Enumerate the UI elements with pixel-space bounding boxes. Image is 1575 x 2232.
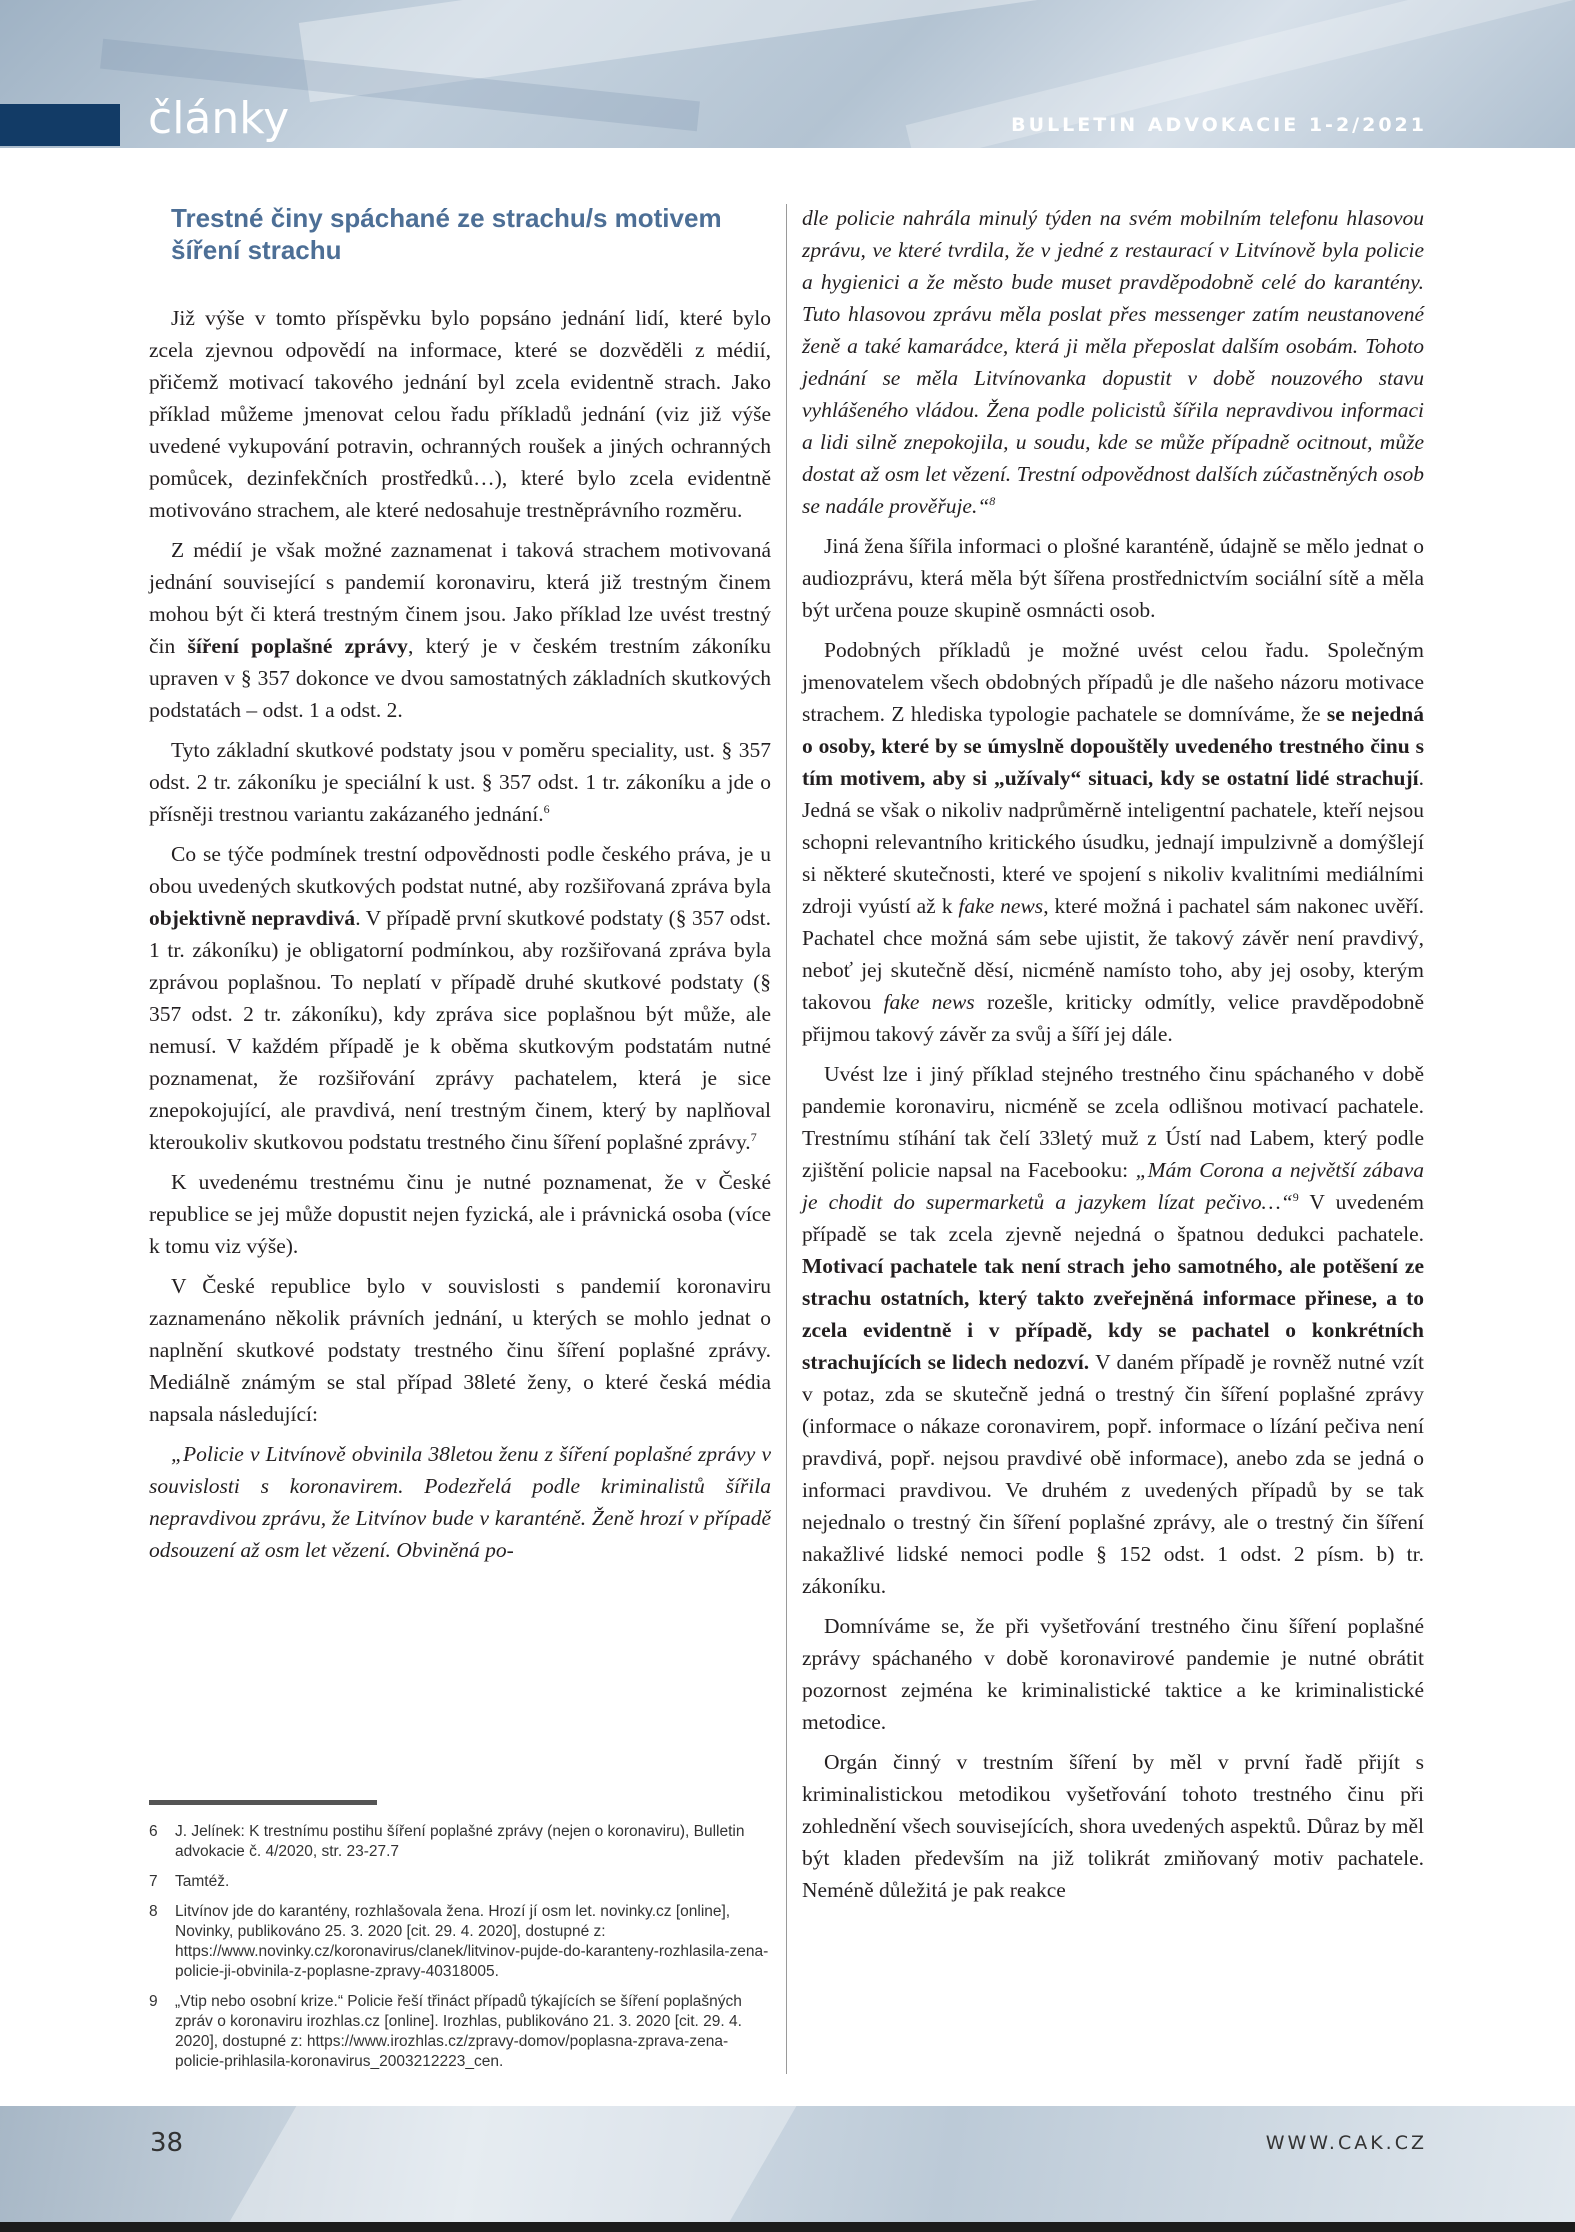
paragraph — [149, 734, 771, 830]
footnote-separator — [149, 1800, 377, 1805]
paragraph-text: Z médií je však možné zaznamenat i taková strachem motivovaná jednání související s pandemií koronaviru, která již trestným činem mohou být či která trestným činem jsou. Jako příklad lze uvést trestný čin — [149, 538, 771, 658]
paragraph-text: Již výše v tomto příspěvku bylo popsáno jednání lidí, které bylo zcela zjevnou odpovědí na informace, které se dozvěděli z médií, přičemž motivací takového jednání byl zcela evidentně strach. Jako příklad můžeme jmenovat celou řadu příkladů jednání (viz již výše uvedené vykupování potravin, ochranných roušek a jiných ochranných pomůcek, dezinfekčních prostředků…), které bylo zcela evidentně motivováno strachem, ale které nedosahuje trestněprávního rozměru. — [149, 306, 771, 522]
paragraph-text: . V případě první skutkové podstaty (§ 357 odst. 1 tr. zákoníku) je obligatorní podmínkou, aby rozšiřovaná zpráva byla zprávou poplašnou. To neplatí v případě druhé skutkové podstaty (§ 357 odst. 2 tr. zákoníku), kdy zpráva sice poplašnou být může, ale nemusí. V každém případě je k oběma skutkovým podstatám nutné poznamenat, že rozšiřování zprávy pachatelem, která je sice znepokojující, ale pravdivá, není trestným činem, který by naplňoval kteroukoliv skutkovou podstatu trestného činu šíření poplašné zprávy. — [149, 906, 772, 1154]
header-accent-bar — [0, 104, 120, 146]
left-column — [149, 202, 771, 1566]
footnote — [149, 1872, 771, 1892]
footnote-number: 6 — [149, 1823, 158, 1840]
paragraph-text: Domníváme se, že při vyšetřování trestného činu šíření poplašné zprávy spáchaného v době koronavirové pandemie je nutné obrátit pozornost zejména ke kriminalistické taktice a ke kriminalistické metodice. — [802, 1614, 1424, 1734]
website-link[interactable]: WWW.CAK.CZ — [1265, 2132, 1427, 2154]
paragraph-text: Jiná žena šířila informaci o plošné karanténě, údajně se mělo jednat o audiozprávu, která měla být šířena prostřednictvím sociální sítě a měla být určena pouze skupině osmnácti osob. — [802, 534, 1424, 622]
footnote-ref[interactable]: 9 — [1292, 1189, 1299, 1204]
right-column — [802, 202, 1424, 1906]
footer-bottom-line — [0, 2222, 1575, 2232]
paragraph — [802, 1610, 1424, 1738]
bold-statement: Motivací pachatele tak není strach jeho samotného, ale potěšení ze strachu ostatních, který takto zveřejněná informace přinese, a to zcela evidentně i v případě, kdy se pachatel o konkrétních strachujících se lidech nedozví. — [802, 1254, 1424, 1374]
paragraph — [149, 838, 771, 1158]
paragraph-text: , který je v českém trestním zákoníku upraven v § 357 dokonce ve dvou samostatných základních skutkových podstatách – odst. 1 a odst. 2. — [149, 634, 771, 722]
issue-label: BULLETIN ADVOKACIE 1-2/2021 — [1011, 114, 1427, 136]
quoted-paragraph — [149, 1438, 771, 1566]
section-heading: Trestné činy spáchané ze strachu/s motivem šíření strachu — [171, 203, 722, 265]
paragraph — [149, 534, 771, 726]
footnote — [149, 1902, 771, 1982]
paragraph — [149, 302, 771, 526]
quoted-post: „Mám Corona a největší zábava je chodit do supermarketů a jazykem lízat pečivo…“ — [802, 1158, 1424, 1214]
paragraph-text: V České republice bylo v souvislosti s pandemií koronaviru zaznamenáno několik právních jednání, u kterých se mohlo jednat o naplnění skutkové podstaty trestného činu šíření poplašné zprávy. Mediálně známým se stal případ 38leté ženy, o které česká média napsala následující: — [149, 1274, 771, 1426]
section-label: články — [148, 93, 290, 144]
footnote — [149, 1992, 771, 2072]
footnote-ref[interactable]: 8 — [989, 493, 996, 508]
italic-term: fake news — [958, 894, 1044, 918]
paragraph-text: Tyto základní skutkové podstaty jsou v poměru speciality, ust. § 357 odst. 2 tr. zákoníku je speciální k ust. § 357 odst. 1 tr. zákoníku a jde o přísněji trestnou variantu zakázaného jednání. — [149, 738, 771, 826]
paragraph — [802, 530, 1424, 626]
footnote-number: 7 — [149, 1873, 158, 1890]
bold-term: šíření poplašné zprávy — [187, 634, 408, 658]
footnotes — [149, 1812, 771, 2072]
footnote — [149, 1822, 771, 1862]
paragraph-text: rozešle, kriticky odmítly, velice pravděpodobně přijmou takový závěr za svůj a šíří jej dále. — [802, 990, 1424, 1046]
footnote-number: 8 — [149, 1903, 158, 1920]
paragraph — [802, 1058, 1424, 1602]
paragraph — [802, 634, 1424, 1050]
paragraph-text: Uvést lze i jiný příklad stejného trestného činu spáchaného v době pandemie koronaviru, nicméně se zcela odlišnou motivací pachatele. Trestnímu stíhání tak čelí 33letý muž z Ústí nad Labem, který podle zjištění policie napsal na Facebooku: — [802, 1062, 1424, 1182]
paragraph-text: Orgán činný v trestním šíření by měl v první řadě přijít s kriminalistickou metodikou vyšetřování tohoto trestného činu při zohlednění všech souvisejících, shora uvedených aspektů. Důraz by měl být kladen především na již tolikrát zmiňovaný motiv pachatele. Neméně důležitá je pak reakce — [802, 1750, 1424, 1902]
bold-statement: se nejedná o osoby, které by se úmyslně dopouštěly uvedeného trestného činu s tím motivem, aby si „užívaly“ situaci, kdy se ostatní lidé strachují — [802, 702, 1424, 790]
paragraph-text: . Jedná se však o nikoliv nadprůměrně inteligentní pachatele, kteří nejsou schopni relevantního kritického úsudku, jednají impulzivně a domýšlejí si některé skutečnosti, které ve spojení s nikoliv kvalitními mediálními zdroji vyústí až k — [802, 766, 1424, 918]
paragraph-text: V uvedeném případě se tak zcela zjevně nejedná o špatnou dedukci pachatele. — [802, 1190, 1424, 1246]
footnote-text[interactable]: Litvínov jde do karantény, rozhlašovala žena. Hrozí jí osm let. novinky.cz [online], Novinky, publikováno 25. 3. 2020 [cit. 29. 4. 2020], dostupné z: https://www.novinky.cz/koronavirus/clanek/litvinov-pujde-do-karanteny-rozhlasila-zena-policie-ji-obvinila-z-poplasne-zpravy-40318005. — [175, 1903, 769, 1980]
paragraph-text: V daném případě je rovněž nutné vzít v potaz, zda se skutečně jedná o trestný čin šíření poplašné zprávy (informace o nákaze coronavirem, popř. informace o lízání pečiva není pravdivá, popř. nejsou pravdivé obě informace), anebo zda se jedná o informaci pravdivou. Ve druhém z uvedených případů by se tak nejednalo o trestný čin šíření poplašné zprávy, ale o trestný čin šíření nakažlivé lidské nemoci podle § 152 odst. 1 odst. 2 písm. b) tr. zákoníku. — [802, 1350, 1424, 1598]
paragraph — [802, 1746, 1424, 1906]
footnote-text: Tamtéž. — [175, 1873, 230, 1890]
paragraph-text: dle policie nahrála minulý týden na svém mobilním telefonu hlasovou zprávu, ve které tvrdila, že v jedné z restaurací v Litvínově byla policie a hygienici a že město bude muset pravděpodobně celé do karantény. Tuto hlasovou zprávu měla poslat přes messenger zatím neustanovené ženě a také kamarádce, která ji měla přeposlat dalším osobám. Tohoto jednání se měla Litvínovanka dopustit v době nouzového stavu vyhlášeného vládou. Žena podle policistů šířila nepravdivou informaci a lidi silně znepokojila, u soudu, kde se může případně ocitnout, může dostat až osm let vězení. Trestní odpovědnost dalších zúčastněných osob se nadále prověřuje.“ — [802, 206, 1424, 518]
paragraph — [149, 1166, 771, 1262]
paragraph-text: Podobných příkladů je možné uvést celou řadu. Společným jmenovatelem všech obdobných případů je dle našeho názoru motivace strachem. Z hlediska typologie pachatele se domníváme, že — [802, 638, 1424, 726]
footer-decoration — [224, 2106, 797, 2232]
paragraph — [149, 1270, 771, 1430]
footnote-text: J. Jelínek: K trestnímu postihu šíření poplašné zprávy (nejen o koronaviru), Bulletin advokacie č. 4/2020, str. 23-27.7 — [175, 1823, 745, 1860]
footnote-text[interactable]: „Vtip nebo osobní krize.“ Policie řeší třináct případů týkajících se šíření poplašných zpráv o koronaviru irozhlas.cz [online]. Irozhlas, publikováno 21. 3. 2020 [cit. 29. 4. 2020], dostupné z: https://www.irozhlas.cz/zpravy-domov/poplasna-zprava-zena-policie-prihlasila-koronavirus_2003212223_cen. — [175, 1993, 742, 2070]
paragraph-text: , které možná i pachatel sám nakonec uvěří. Pachatel chce možná sám sebe ujistit, že takový závěr není pravdivý, neboť jej skutečně děsí, nicméně namísto toho, aby jej osoby, kterým takovou — [802, 894, 1424, 1014]
quoted-paragraph — [802, 202, 1424, 522]
page-footer-banner — [0, 2106, 1575, 2232]
paragraph-text: K uvedenému trestnému činu je nutné poznamenat, že v České republice se jej může dopustit nejen fyzická, ale i právnická osoba (více k tomu viz výše). — [149, 1170, 771, 1258]
footnote-ref[interactable]: 7 — [750, 1129, 757, 1144]
italic-term: fake news — [883, 990, 975, 1014]
paragraph-text: „Policie v Litvínově obvinila 38letou ženu z šíření poplašné zprávy v souvislosti s koronavirem. Podezřelá podle kriminalistů šířila nepravdivou zprávu, že Litvínov bude v karanténě. Ženě hrozí v případě odsouzení až osm let vězení. Obviněná po- — [149, 1442, 771, 1562]
footnote-ref[interactable]: 6 — [543, 801, 550, 816]
bold-term: objektivně nepravdivá — [149, 906, 356, 930]
column-divider — [786, 204, 787, 2074]
footnote-number: 9 — [149, 1993, 158, 2010]
paragraph-text: Co se týče podmínek trestní odpovědnosti podle českého práva, je u obou uvedených skutkových podstat nutné, aby rozšiřovaná zpráva byla — [149, 842, 771, 898]
page-number: 38 — [150, 2128, 184, 2158]
